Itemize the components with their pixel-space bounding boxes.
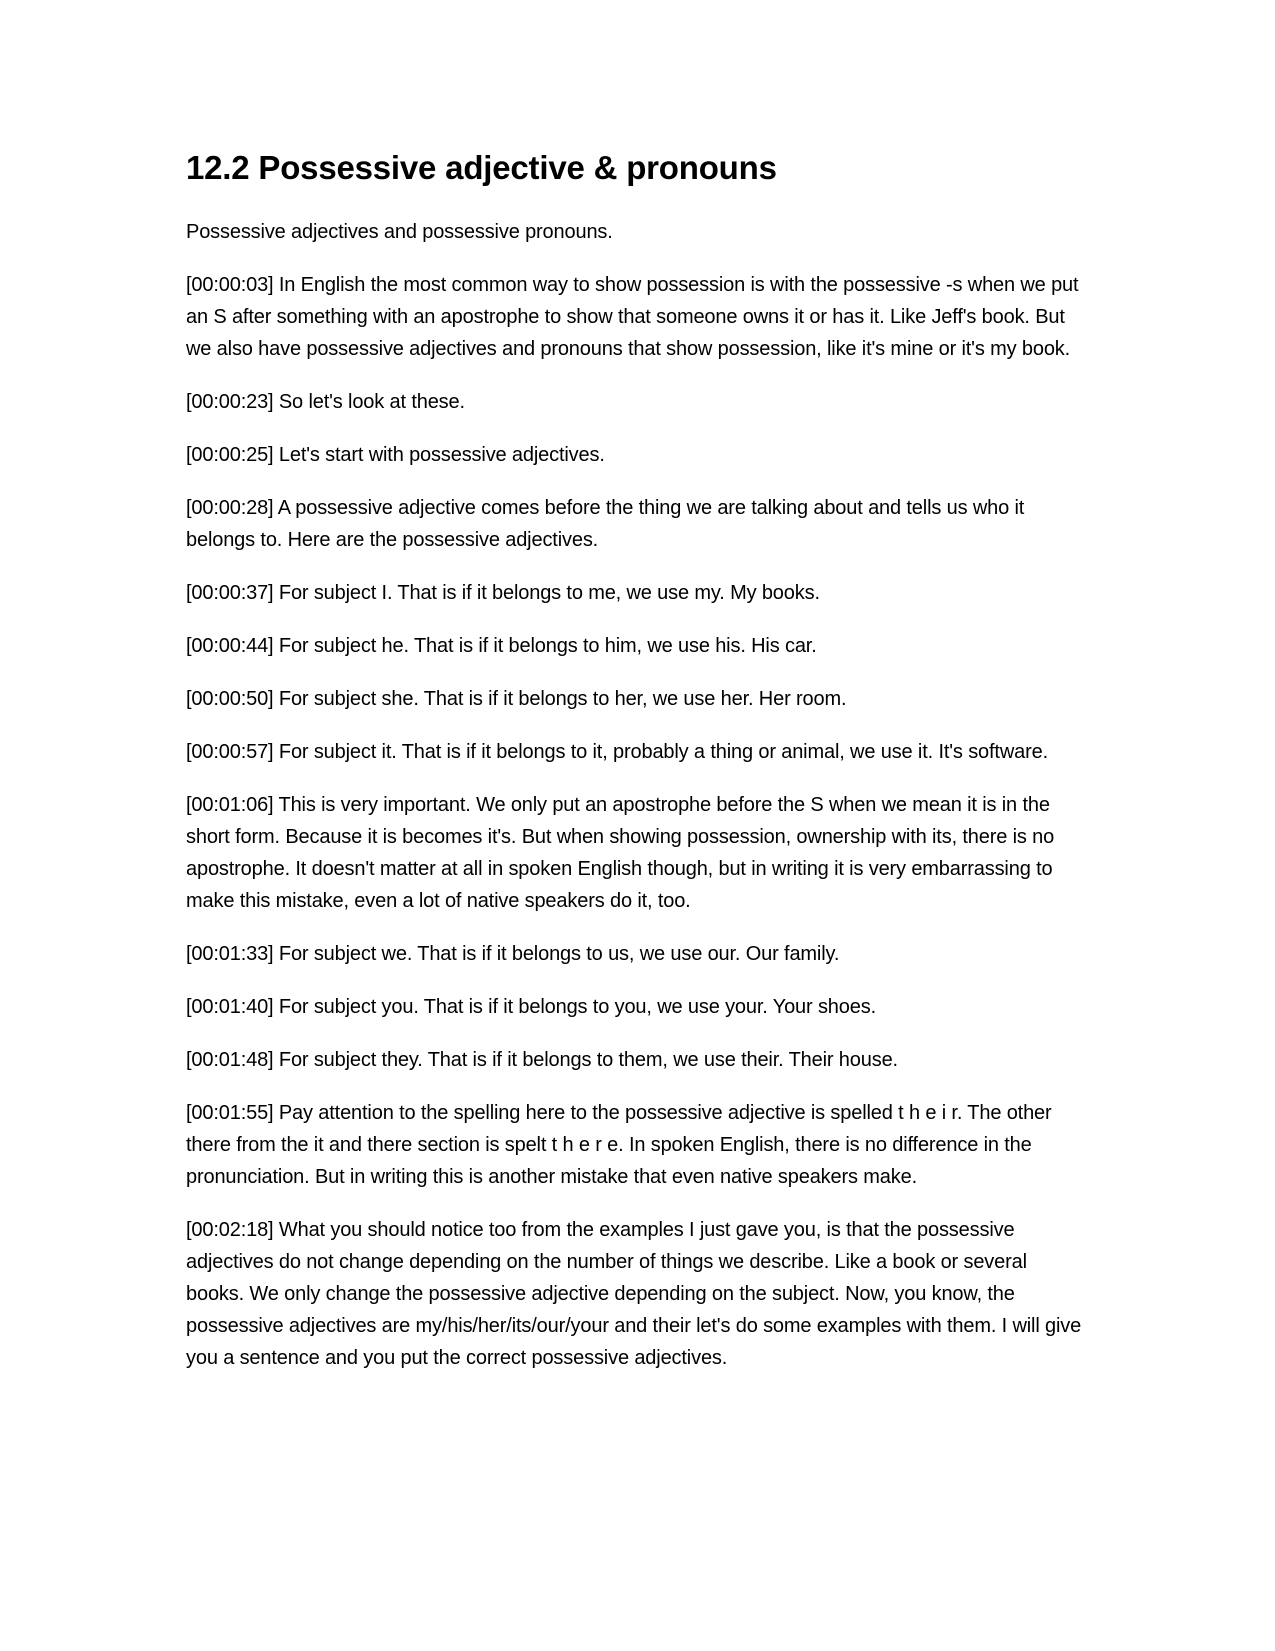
transcript-paragraph: [00:01:40] For subject you. That is if it belongs to you, we use your. Your shoes. <box>186 996 876 1018</box>
transcript-paragraph: [00:00:44] For subject he. That is if it belongs to him, we use his. His car. <box>186 635 817 657</box>
document-content <box>186 148 1086 1395</box>
transcript-paragraph: [00:00:37] For subject I. That is if it belongs to me, we use my. My books. <box>186 582 820 604</box>
transcript-paragraph: [00:01:33] For subject we. That is if it belongs to us, we use our. Our family. <box>186 943 840 965</box>
transcript-paragraph: [00:01:48] For subject they. That is if it belongs to them, we use their. Their house. <box>186 1049 898 1071</box>
document-title: 12.2 Possessive adjective & pronouns <box>186 149 777 186</box>
transcript-paragraph: [00:01:06] This is very important. We only put an apostrophe before the S when we mean it is in the short form. Because it is becomes it's. But when showing possession, ownership with its, there is no apostrophe. It doesn't matter at all in spoken English though, but in writing it is very embarrassing to make this mistake, even a lot of native speakers do it, too. <box>186 794 1055 912</box>
transcript-paragraph: [00:01:55] Pay attention to the spelling here to the possessive adjective is spelled t h e i r. The other there from the it and there section is spelt t h e r e. In spoken English, there is no difference in the pronunciation. But in writing this is another mistake that even native speakers make. <box>186 1102 1052 1188</box>
transcript-paragraph: [00:00:25] Let's start with possessive adjectives. <box>186 444 605 466</box>
transcript-paragraph: [00:00:03] In English the most common way to show possession is with the possessive -s when we put an S after something with an apostrophe to show that someone owns it or has it. Like Jeff's book. But we also have possessive adjectives and pronouns that show possession, like it's mine or it's my book. <box>186 274 1079 360</box>
intro-paragraph: Possessive adjectives and possessive pronouns. <box>186 221 613 243</box>
transcript-paragraph: [00:02:18] What you should notice too from the examples I just gave you, is that the possessive adjectives do not change depending on the number of things we describe. Like a book or several books. We only change the possessive adjective depending on the subject. Now, you know, the possessive adjectives are my/his/her/its/our/your and their let's do some examples with them. I will give you a sentence and you put the correct possessive adjectives. <box>186 1219 1082 1369</box>
transcript-paragraph: [00:00:57] For subject it. That is if it belongs to it, probably a thing or animal, we use it. It's software. <box>186 741 1048 763</box>
transcript-paragraph: [00:00:50] For subject she. That is if it belongs to her, we use her. Her room. <box>186 688 847 710</box>
transcript-paragraph: [00:00:23] So let's look at these. <box>186 391 465 413</box>
transcript-paragraph: [00:00:28] A possessive adjective comes before the thing we are talking about and tells us who it belongs to. Here are the possessive adjectives. <box>186 497 1025 551</box>
